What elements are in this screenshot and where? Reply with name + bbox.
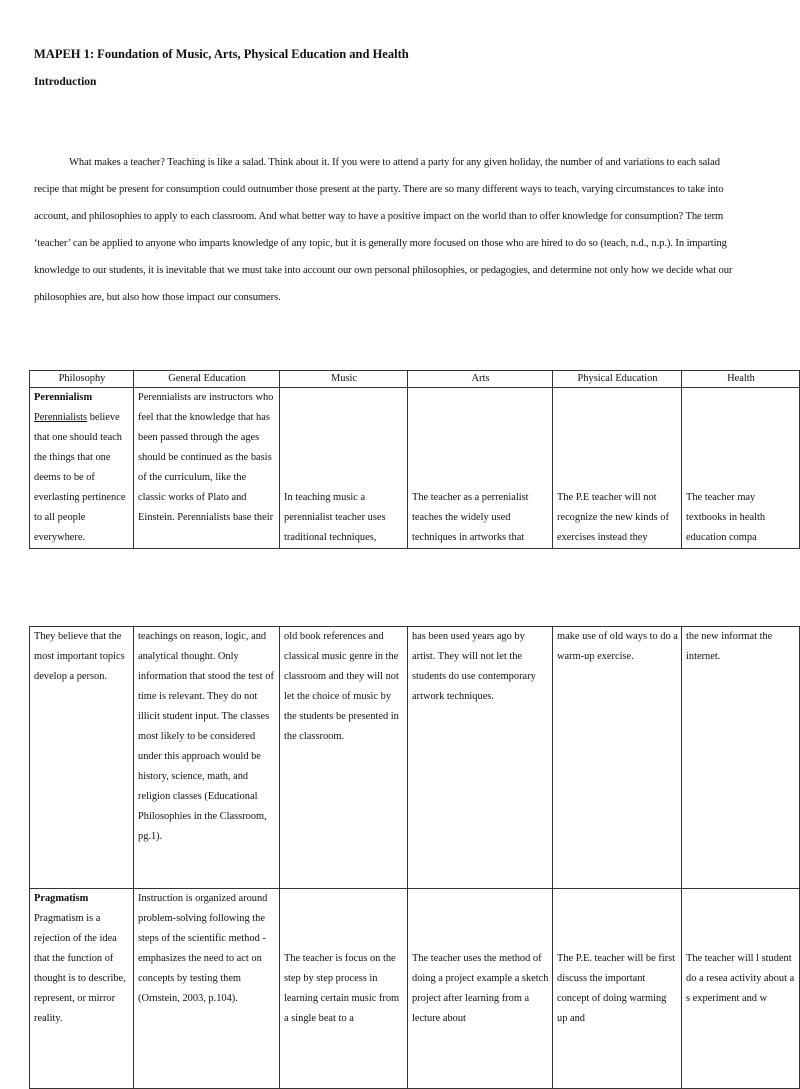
cell-pragmatism-philosophy — [30, 889, 134, 1089]
header-arts: Arts — [408, 371, 553, 388]
intro-paragraph: What makes a teacher? Teaching is like a salad. Think about it. If you were to attend a party for any given holiday, the number of and variations to each salad recipe that might be present for consumption could outnumber those present at the party. There are so many different ways to teach, varying circumstances to take into account, and philosophies to apply to each classroom. And what better way to have a positive impact on the world than to offer knowledge for consumption? The term ‘teacher’ can be applied to anyone who imparts knowledge of any topic, but it is generally more focused on those who are hired to do so (teach, n.d., n.p.). In imparting knowledge to our students, it is inevitable that we must take into account our own personal philosophies, or pedagogies, and determine not only how we decide what our philosophies are, but also how those impact our consumers. — [34, 157, 733, 303]
philosophy-name: Perennialism — [34, 392, 93, 403]
table-row — [30, 889, 800, 1089]
cell-perennialism-health-cont: the new informat the internet. — [682, 627, 800, 889]
header-philosophy: Philosophy — [30, 371, 134, 388]
header-physical-education: Physical Education — [553, 371, 682, 388]
philosophy-description: believe that one should teach the things that one deems to be of everlasting pertinence to all people everywhere. — [34, 412, 126, 543]
music-text: The teacher is focus on the step by step process in learning certain music from a single beat to a — [284, 953, 400, 1024]
cell-perennialism-general-cont: teachings on reason, logic, and analytical thought. Only information that stood the test of time is relevant. They do not illicit student input. The classes most likely to be considered under this approach would be history, science, math, and religion classes (Educational Philosophies in the Classroom, pg.1). — [134, 627, 280, 889]
cell-perennialism-pe-cont: make use of old ways to do a warm-up exercise. — [553, 627, 682, 889]
arts-text: The teacher uses the method of doing a project example a sketch project after learning from a lecture about — [412, 953, 549, 1024]
cell-pragmatism-general: Instruction is organized around problem-solving following the steps of the scientific method - emphasizes the need to act on concepts by testing them (Ornstein, 2003, p.104). — [134, 889, 280, 1089]
cell-perennialism-philosophy-cont: They believe that the most important topics develop a person. — [30, 627, 134, 889]
section-heading: Introduction — [34, 76, 97, 88]
cell-perennialism-music-cont: old book references and classical music genre in the classroom and they will not let the choice of music by the students be presented in the classroom. — [280, 627, 408, 889]
header-music: Music — [280, 371, 408, 388]
philosophy-name: Pragmatism — [34, 893, 89, 904]
health-text: The teacher will l student do a resea activity about a s experiment and w — [686, 953, 795, 1004]
cell-perennialism-arts-cont: has been used years ago by artist. They will not let the students do use contemporary artwork techniques. — [408, 627, 553, 889]
pe-text: The P.E. teacher will be first discuss the important concept of doing warming up and — [557, 953, 676, 1024]
cell-pragmatism-health — [682, 889, 800, 1089]
philosophy-description: Pragmatism is a rejection of the idea that the function of thought is to describe, represent, or mirror reality. — [34, 913, 126, 1024]
header-health: Health — [682, 371, 800, 388]
header-general-education: General Education — [134, 371, 280, 388]
cell-perennialism-general: Perennialists are instructors who feel that the knowledge that has been passed through the ages should be continued as the basis of the curriculum, like the classic works of Plato and Einstein. Perennialists base their — [134, 388, 280, 549]
health-text: The teacher may textbooks in health education compa — [686, 492, 766, 543]
arts-text: The teacher as a perrenialist teaches the widely used techniques in artworks that — [412, 492, 529, 543]
philosophy-term: Perennialists — [34, 412, 88, 423]
cell-pragmatism-arts — [408, 889, 553, 1089]
philosophy-table-part-2 — [29, 626, 800, 1089]
music-text: In teaching music a perennialist teacher uses traditional techniques, — [284, 492, 386, 543]
table-row — [30, 627, 800, 889]
cell-pragmatism-pe — [553, 889, 682, 1089]
pe-text: The P.E teacher will not recognize the new kinds of exercises instead they — [557, 492, 669, 543]
cell-pragmatism-music — [280, 889, 408, 1089]
document-title: MAPEH 1: Foundation of Music, Arts, Physical Education and Health — [34, 47, 409, 61]
